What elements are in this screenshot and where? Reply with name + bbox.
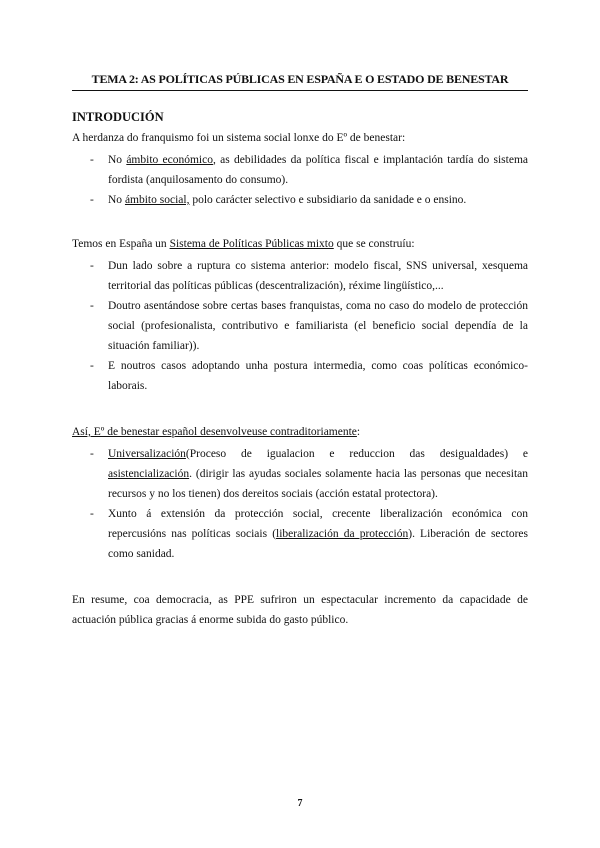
- page-number: 7: [297, 798, 303, 809]
- page-title: TEMA 2: AS POLÍTICAS PÚBLICAS EN ESPAÑA E O ESTADO DE BENESTAR: [91, 72, 509, 86]
- section-heading: INTRODUCIÓN: [72, 110, 164, 124]
- list-item: - Universalización(Proceso de igualacion e reduccion das desigualdades) e asistencialización. (dirigir las ayudas sociales solamente hacia las personas que necesitan recursos y no los tienen) dos dereitos sociais (acción estatal protectora).: [90, 448, 528, 500]
- intro-list: [72, 150, 528, 210]
- list-item: - No ámbito social, polo carácter selectivo e subsidiario da sanidade e o ensino.: [90, 194, 467, 206]
- list-item: - Xunto á extensión da protección social, crecente liberalización económica con repercusións nas políticas sociais (liberalización da protección). Liberación de sectores como sanidad.: [90, 508, 528, 560]
- list-item: - Doutro asentándose sobre certas bases franquistas, coma no caso do modelo de protección social (profesionalista, contributivo e familiarista (el beneficio social dependía de la situación familiar)).: [90, 300, 528, 352]
- list-item: - No ámbito económico, as debilidades da política fiscal e implantación tardía do sistema fordista (anquilosamento do consumo).: [90, 154, 528, 186]
- contradiction-paragraph: Así, Eº de benestar español desenvolveuse contraditoriamente:: [72, 426, 361, 438]
- intro-paragraph: A herdanza do franquismo foi un sistema social lonxe do Eº de benestar:: [72, 132, 406, 144]
- mixed-system-list: [72, 256, 528, 396]
- mixed-system-paragraph: Temos en España un Sistema de Políticas Públicas mixto que se construíu:: [72, 238, 415, 250]
- contradiction-list: [72, 444, 528, 564]
- summary-paragraph: En resume, coa democracia, as PPE sufriron un espectacular incremento da capacidade de actuación pública gracias á enorme subida do gasto público.: [72, 594, 528, 626]
- list-item: - E noutros casos adoptando unha postura intermedia, como coas políticas económico-laborais.: [90, 360, 528, 392]
- title-underline: [72, 90, 528, 91]
- list-item: - Dun lado sobre a ruptura co sistema anterior: modelo fiscal, SNS universal, xesquema territorial das políticas públicas (descentralización), réxime lingüístico,...: [90, 260, 528, 292]
